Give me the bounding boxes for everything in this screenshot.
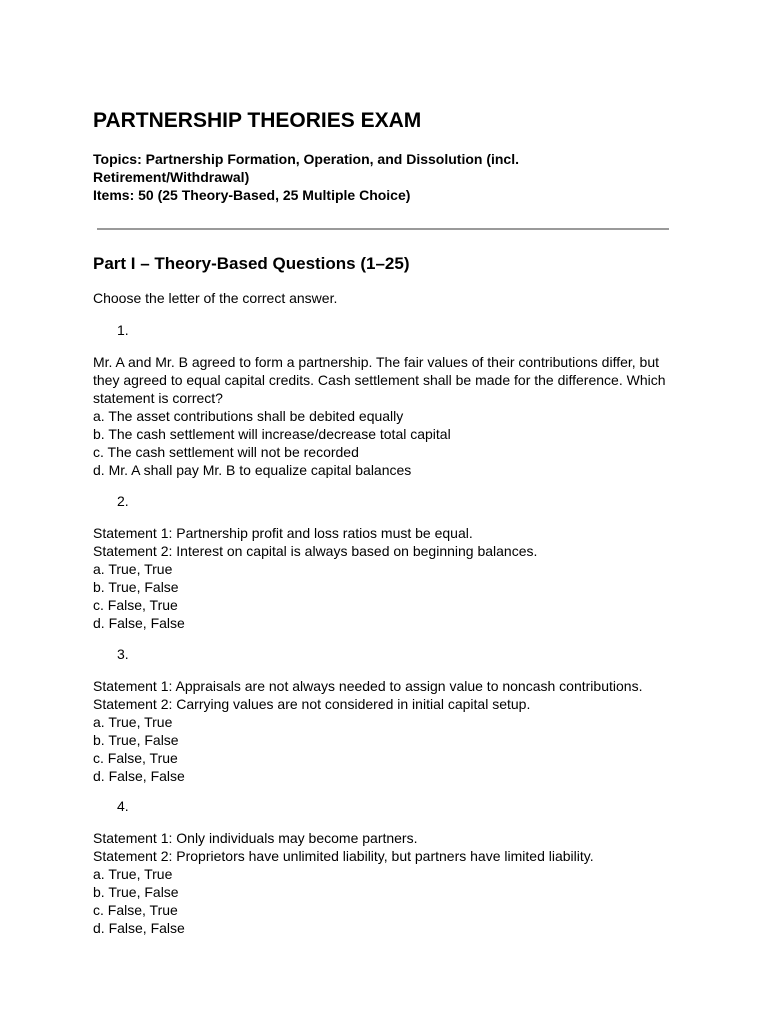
question-body: [93, 353, 683, 479]
topics-line-1: Topics: Partnership Formation, Operation, and Dissolution (incl.: [93, 151, 519, 167]
instruction-text: Choose the letter of the correct answer.: [93, 290, 338, 306]
question-stem-line: Statement 1: Appraisals are not always needed to assign value to noncash contributions.: [93, 678, 643, 694]
answer-option-c: c. False, True: [93, 750, 178, 766]
question-stem-line: Statement 1: Partnership profit and loss ratios must be equal.: [93, 525, 473, 541]
answer-option-d: d. False, False: [93, 920, 185, 936]
question-number: 4.: [117, 798, 129, 814]
answer-option-c: c. The cash settlement will not be recorded: [93, 444, 359, 460]
answer-option-c: c. False, True: [93, 902, 178, 918]
answer-option-d: d. False, False: [93, 768, 185, 784]
question-stem-line: they agreed to equal capital credits. Cash settlement shall be made for the difference. Which: [93, 372, 666, 388]
answer-option-a: a. True, True: [93, 714, 173, 730]
question-body: [93, 829, 683, 937]
question-stem-line: statement is correct?: [93, 390, 223, 406]
answer-option-b: b. True, False: [93, 884, 179, 900]
exam-title: PARTNERSHIP THEORIES EXAM: [93, 109, 422, 132]
topics-line-2: Retirement/Withdrawal): [93, 169, 250, 185]
answer-option-b: b. True, False: [93, 579, 179, 595]
items-line: Items: 50 (25 Theory-Based, 25 Multiple Choice): [93, 187, 411, 203]
answer-option-b: b. The cash settlement will increase/decrease total capital: [93, 426, 451, 442]
question-number: 2.: [117, 493, 129, 509]
answer-option-c: c. False, True: [93, 597, 178, 613]
question-stem-line: Mr. A and Mr. B agreed to form a partnership. The fair values of their contributions differ, but: [93, 354, 660, 370]
answer-option-a: a. True, True: [93, 561, 173, 577]
answer-option-d: d. False, False: [93, 615, 185, 631]
horizontal-divider: [97, 228, 669, 230]
answer-option-b: b. True, False: [93, 732, 179, 748]
question-stem-line: Statement 2: Interest on capital is always based on beginning balances.: [93, 543, 538, 559]
answer-option-a: a. The asset contributions shall be debited equally: [93, 408, 404, 424]
question-body: [93, 677, 683, 785]
question-number: 1.: [117, 322, 129, 338]
question-stem-line: Statement 2: Carrying values are not considered in initial capital setup.: [93, 696, 531, 712]
answer-option-d: d. Mr. A shall pay Mr. B to equalize capital balances: [93, 462, 412, 478]
question-body: [93, 524, 683, 632]
question-number: 3.: [117, 646, 129, 662]
part-heading: Part I – Theory-Based Questions (1–25): [93, 254, 410, 273]
exam-meta: [93, 150, 673, 204]
answer-option-a: a. True, True: [93, 866, 173, 882]
question-stem-line: Statement 1: Only individuals may become partners.: [93, 830, 418, 846]
question-stem-line: Statement 2: Proprietors have unlimited liability, but partners have limited liability.: [93, 848, 594, 864]
